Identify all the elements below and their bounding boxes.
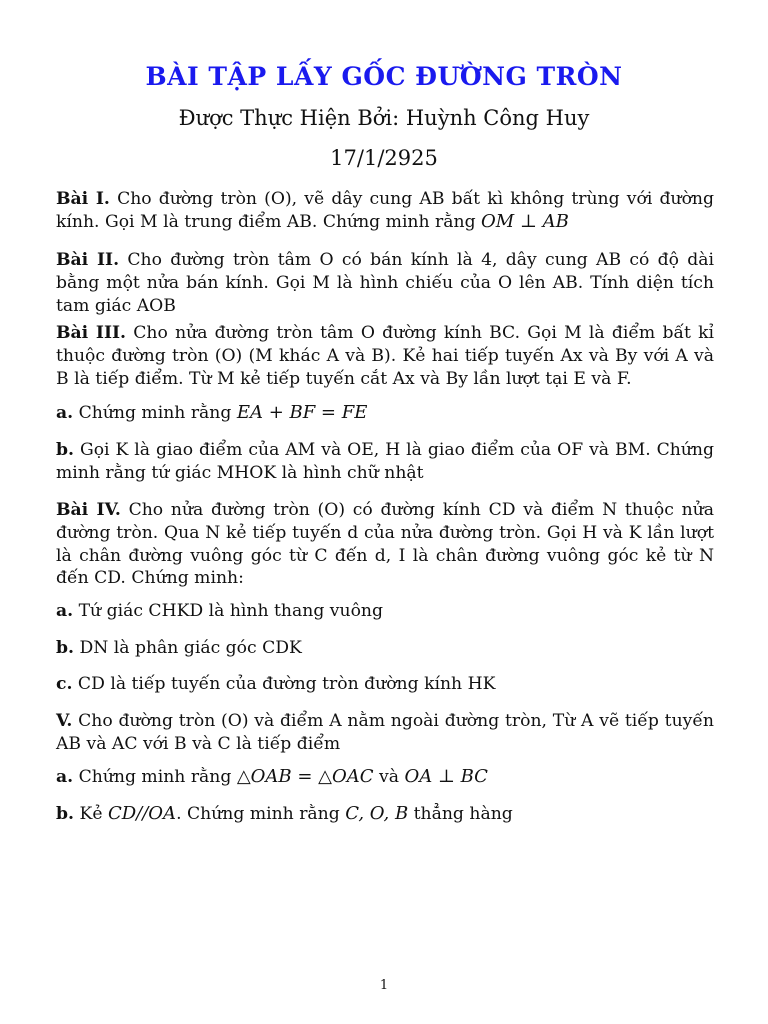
- author-line: Được Thực Hiện Bởi: Huỳnh Công Huy: [178, 106, 590, 130]
- problem-5b-text: . Chứng minh rằng: [176, 804, 340, 824]
- problem-5b-post: thẳng hàng: [413, 804, 513, 824]
- problem-4a-label: a.: [56, 601, 74, 621]
- problem-5a-label: a.: [56, 767, 74, 787]
- problem-3-part-a: [56, 402, 714, 425]
- problem-3a-math: EA + BF = FE: [236, 402, 368, 423]
- problem-3-text: Cho nửa đường tròn tâm O đường kính BC. Gọi M là điểm bất kỉ thuộc đường tròn (O) (M khác A và B). Kẻ hai tiếp tuyến Ax và By với A và B là tiếp điểm. Từ M kẻ tiếp tuyến cắt Ax và By lần lượt tại E và F.: [56, 323, 715, 389]
- problem-3a-label: a.: [56, 403, 74, 423]
- problem-2: [56, 249, 714, 317]
- problem-1: [56, 188, 714, 234]
- problem-5b-math-1: CD//OA: [107, 803, 177, 824]
- problem-4-label: Bài IV.: [56, 500, 121, 520]
- problem-5-part-b: [56, 803, 714, 826]
- problem-3a-text: Chứng minh rằng: [78, 403, 232, 423]
- document-title: BÀI TẬP LẤY GỐC ĐƯỜNG TRÒN: [145, 62, 623, 91]
- problem-1-math: OM ⊥ AB: [481, 210, 569, 232]
- problem-5a-connector: và: [379, 767, 399, 787]
- problem-4-part-a: [56, 600, 714, 623]
- problem-5a-math-2: OA ⊥ BC: [404, 766, 488, 787]
- problem-4c-label: c.: [56, 674, 73, 694]
- problem-2-text: Cho đường tròn tâm O có bán kính là 4, dây cung AB có độ dài bằng một nửa bán kính. Gọi M là hình chiếu của O lên AB. Tính diện tích tam giác AOB: [56, 250, 714, 316]
- problem-5b-label: b.: [56, 804, 75, 824]
- problem-5-text: Cho đường tròn (O) và điểm A nằm ngoài đường tròn, Từ A vẽ tiếp tuyến AB và AC với B và C là tiếp điểm: [56, 711, 714, 754]
- problem-5: [56, 710, 714, 756]
- problem-5-label: V.: [56, 711, 73, 731]
- problem-3b-text: Gọi K là giao điểm của AM và OE, H là giao điểm của OF và BM. Chứng minh rằng tứ giác MHOK là hình chữ nhật: [56, 440, 715, 483]
- problem-3-label: Bài III.: [56, 323, 127, 343]
- problem-2-label: Bài II.: [56, 250, 120, 270]
- problem-4a-text: Tứ giác CHKD là hình thang vuông: [78, 601, 383, 621]
- problem-3-part-b: [56, 439, 714, 485]
- problem-1-text: Cho đường tròn (O), vẽ dây cung AB bất kì không trùng với đường kính. Gọi M là trung điểm AB. Chứng minh rằng: [56, 189, 714, 232]
- page-number: 1: [379, 978, 389, 993]
- problem-3b-label: b.: [56, 440, 75, 460]
- problem-4c-text: CD là tiếp tuyến của đường tròn đường kính HK: [77, 674, 496, 694]
- problem-5a-text: Chứng minh rằng: [78, 767, 232, 787]
- problem-5a-math-1: △OAB = △OAC: [236, 766, 374, 787]
- date-line: 17/1/2925: [330, 146, 438, 170]
- problem-1-label: Bài I.: [56, 189, 110, 209]
- problem-4b-text: DN là phân giác góc CDK: [79, 638, 302, 658]
- problem-5b-math-2: C, O, B: [345, 803, 409, 824]
- problem-4-part-b: [56, 637, 714, 660]
- problem-5b-pre: Kẻ: [79, 804, 103, 824]
- problem-5-part-a: [56, 766, 714, 789]
- problem-3: [56, 322, 714, 390]
- problem-4-text: Cho nửa đường tròn (O) có đường kính CD và điểm N thuộc nửa đường tròn. Qua N kẻ tiếp tuyến d của nửa đường tròn. Gọi H và K lần lượt là chân đường vuông góc từ C đến d, I là chân đường vuông góc kẻ từ N đến CD. Chứng minh:: [56, 500, 715, 589]
- problem-4b-label: b.: [56, 638, 75, 658]
- problem-4-part-c: [56, 673, 714, 696]
- problem-4: [56, 499, 714, 590]
